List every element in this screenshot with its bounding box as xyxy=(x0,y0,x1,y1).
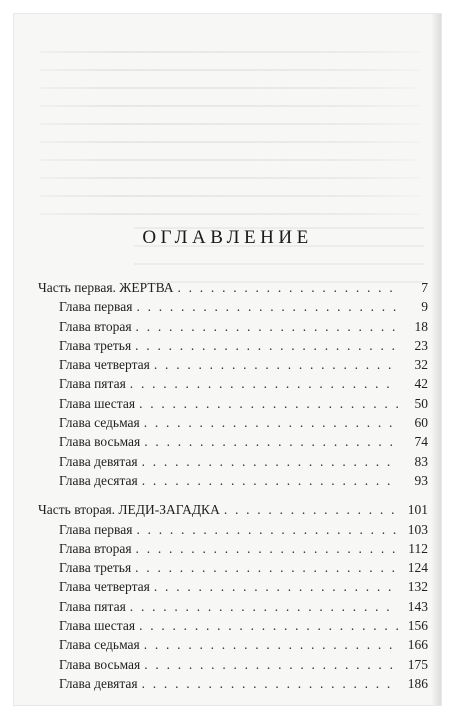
toc-page-number: 124 xyxy=(407,560,428,576)
toc-page-number: 9 xyxy=(421,299,428,315)
toc-page-number: 103 xyxy=(407,521,428,537)
toc-part-label: Часть первая. ЖЕРТВА xyxy=(38,280,174,295)
dot-leader xyxy=(177,278,398,297)
dot-leader xyxy=(139,616,398,635)
dot-leader xyxy=(142,674,398,693)
toc-chapter-label: Глава восьмая xyxy=(59,656,141,672)
toc-part-label: Часть вторая. ЛЕДИ-ЗАГАДКА xyxy=(38,502,220,518)
toc-chapter-label: Глава пятая xyxy=(59,598,126,614)
toc-page-number: 83 xyxy=(414,453,428,469)
toc-chapter-label: Глава четвертая xyxy=(59,579,150,595)
toc-chapter-label: Глава вторая xyxy=(59,540,132,556)
toc-chapter-label: Глава третья xyxy=(59,337,132,353)
toc-page-number: 50 xyxy=(414,395,428,411)
toc-chapter-row[interactable] xyxy=(38,520,428,539)
book-page xyxy=(14,14,441,705)
dot-leader xyxy=(154,577,398,596)
page-title: ОГЛАВЛЕНИЕ xyxy=(142,227,313,248)
toc-page-number: 60 xyxy=(414,415,428,431)
dot-leader xyxy=(130,374,398,393)
toc-chapter-label: Глава седьмая xyxy=(59,415,140,431)
toc-chapter-row[interactable] xyxy=(38,374,428,393)
toc-part-row[interactable] xyxy=(38,500,428,519)
toc-chapter-label: Глава пятая xyxy=(59,376,126,392)
dot-leader xyxy=(144,635,398,654)
toc-chapter-label: Глава девятая xyxy=(59,453,138,469)
toc-page-number: 186 xyxy=(407,675,428,691)
toc-chapter-row[interactable] xyxy=(38,471,428,490)
toc-chapter-row[interactable] xyxy=(38,355,428,374)
dot-leader xyxy=(136,539,398,558)
toc-page-number: 7 xyxy=(421,280,428,295)
toc-part-row[interactable] xyxy=(38,278,428,297)
bleed-through-text xyxy=(40,38,420,228)
toc-chapter-row[interactable] xyxy=(38,432,428,451)
toc-page-number: 42 xyxy=(414,376,428,392)
toc-page-number: 112 xyxy=(408,540,428,556)
toc-page-number: 175 xyxy=(407,656,428,672)
dot-leader xyxy=(144,413,398,432)
toc-page-number: 74 xyxy=(414,434,428,450)
dot-leader xyxy=(144,432,398,451)
toc-page-number: 143 xyxy=(407,598,428,614)
toc-chapter-label: Глава четвертая xyxy=(59,357,150,373)
toc-chapter-label: Глава вторая xyxy=(59,318,132,334)
dot-leader xyxy=(142,471,398,490)
toc-chapter-row[interactable] xyxy=(38,635,428,654)
toc-chapter-row[interactable] xyxy=(38,394,428,413)
toc-chapter-row[interactable] xyxy=(38,452,428,471)
toc-page-number: 101 xyxy=(407,502,428,518)
page-edge-shadow xyxy=(431,14,441,705)
table-of-contents xyxy=(38,278,428,693)
toc-chapter-row[interactable] xyxy=(38,336,428,355)
toc-chapter-row[interactable] xyxy=(38,539,428,558)
toc-chapter-row[interactable] xyxy=(38,577,428,596)
toc-chapter-label: Глава третья xyxy=(59,560,132,576)
toc-chapter-label: Глава десятая xyxy=(59,472,138,488)
dot-leader xyxy=(136,520,398,539)
toc-chapter-row[interactable] xyxy=(38,413,428,432)
toc-page-number: 32 xyxy=(414,357,428,373)
toc-page-number: 132 xyxy=(407,579,428,595)
toc-page-number: 156 xyxy=(407,618,428,634)
toc-chapter-label: Глава седьмая xyxy=(59,637,140,653)
dot-leader xyxy=(130,597,398,616)
toc-chapter-row[interactable] xyxy=(38,558,428,577)
toc-chapter-label: Глава девятая xyxy=(59,675,138,691)
part-spacer xyxy=(38,490,428,500)
toc-page-number: 23 xyxy=(414,337,428,353)
dot-leader xyxy=(139,394,398,413)
toc-chapter-row[interactable] xyxy=(38,597,428,616)
toc-chapter-label: Глава первая xyxy=(59,299,133,315)
toc-chapter-label: Глава шестая xyxy=(59,395,136,411)
dot-leader xyxy=(135,336,398,355)
toc-chapter-row[interactable] xyxy=(38,297,428,316)
toc-chapter-row[interactable] xyxy=(38,317,428,336)
dot-leader xyxy=(135,558,398,577)
toc-page-number: 18 xyxy=(414,318,428,334)
dot-leader xyxy=(142,452,398,471)
dot-leader xyxy=(136,297,398,316)
dot-leader xyxy=(154,355,398,374)
toc-chapter-label: Глава шестая xyxy=(59,618,136,634)
dot-leader xyxy=(224,500,398,519)
toc-chapter-label: Глава первая xyxy=(59,521,133,537)
dot-leader xyxy=(136,317,398,336)
toc-chapter-row[interactable] xyxy=(38,674,428,693)
toc-page-number: 93 xyxy=(414,472,428,488)
toc-chapter-label: Глава восьмая xyxy=(59,434,141,450)
dot-leader xyxy=(144,655,398,674)
toc-chapter-row[interactable] xyxy=(38,655,428,674)
toc-page-number: 166 xyxy=(407,637,428,653)
toc-chapter-row[interactable] xyxy=(38,616,428,635)
